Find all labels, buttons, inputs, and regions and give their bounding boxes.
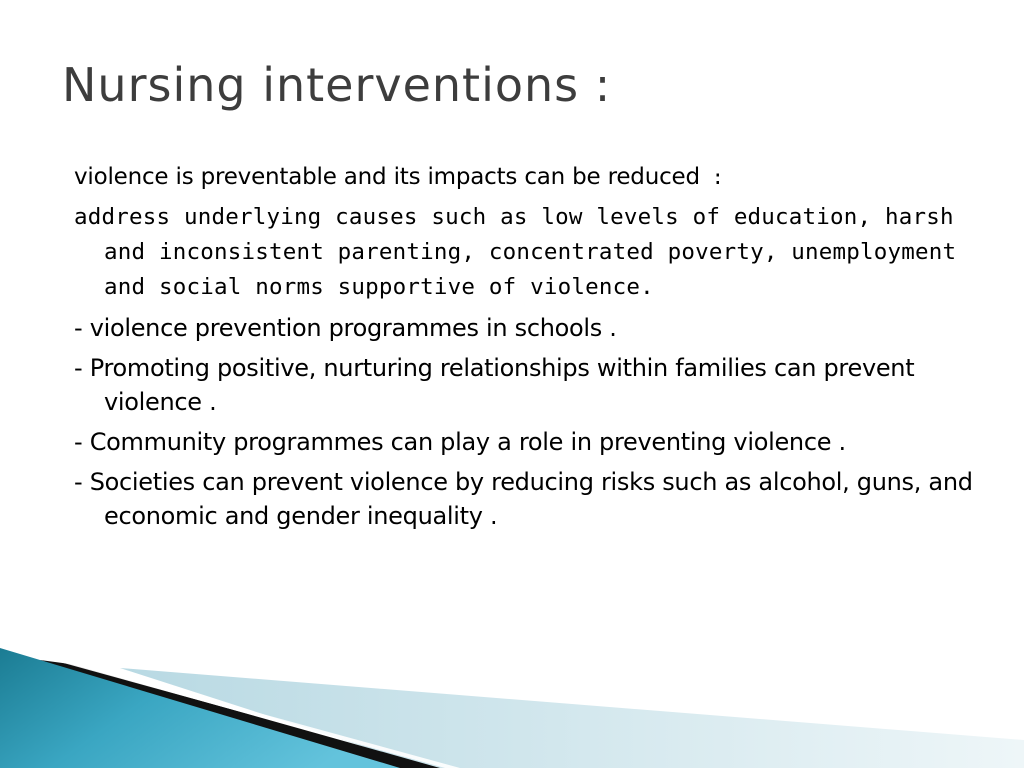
- body-paragraph: - Societies can prevent violence by reducing risks such as alcohol, guns, and economic and gender inequality .: [74, 468, 973, 530]
- slide-title: Nursing interventions :: [62, 58, 612, 112]
- body-paragraph: - violence prevention programmes in schools .: [74, 314, 617, 342]
- body-paragraph: [74, 160, 984, 194]
- body-paragraph: - Community programmes can play a role in preventing violence .: [74, 428, 846, 456]
- paragraph-colon: :: [699, 165, 724, 189]
- slide-body: [74, 160, 984, 539]
- body-paragraph: address underlying causes such as low levels of education, harsh and inconsistent parenting, concentrated poverty, unemployment and social norms supportive of violence.: [74, 204, 957, 300]
- body-paragraph: - Promoting positive, nurturing relationships within families can prevent violence .: [74, 354, 915, 416]
- paragraph-text: violence is preventable and its impacts can be reduced: [74, 164, 700, 190]
